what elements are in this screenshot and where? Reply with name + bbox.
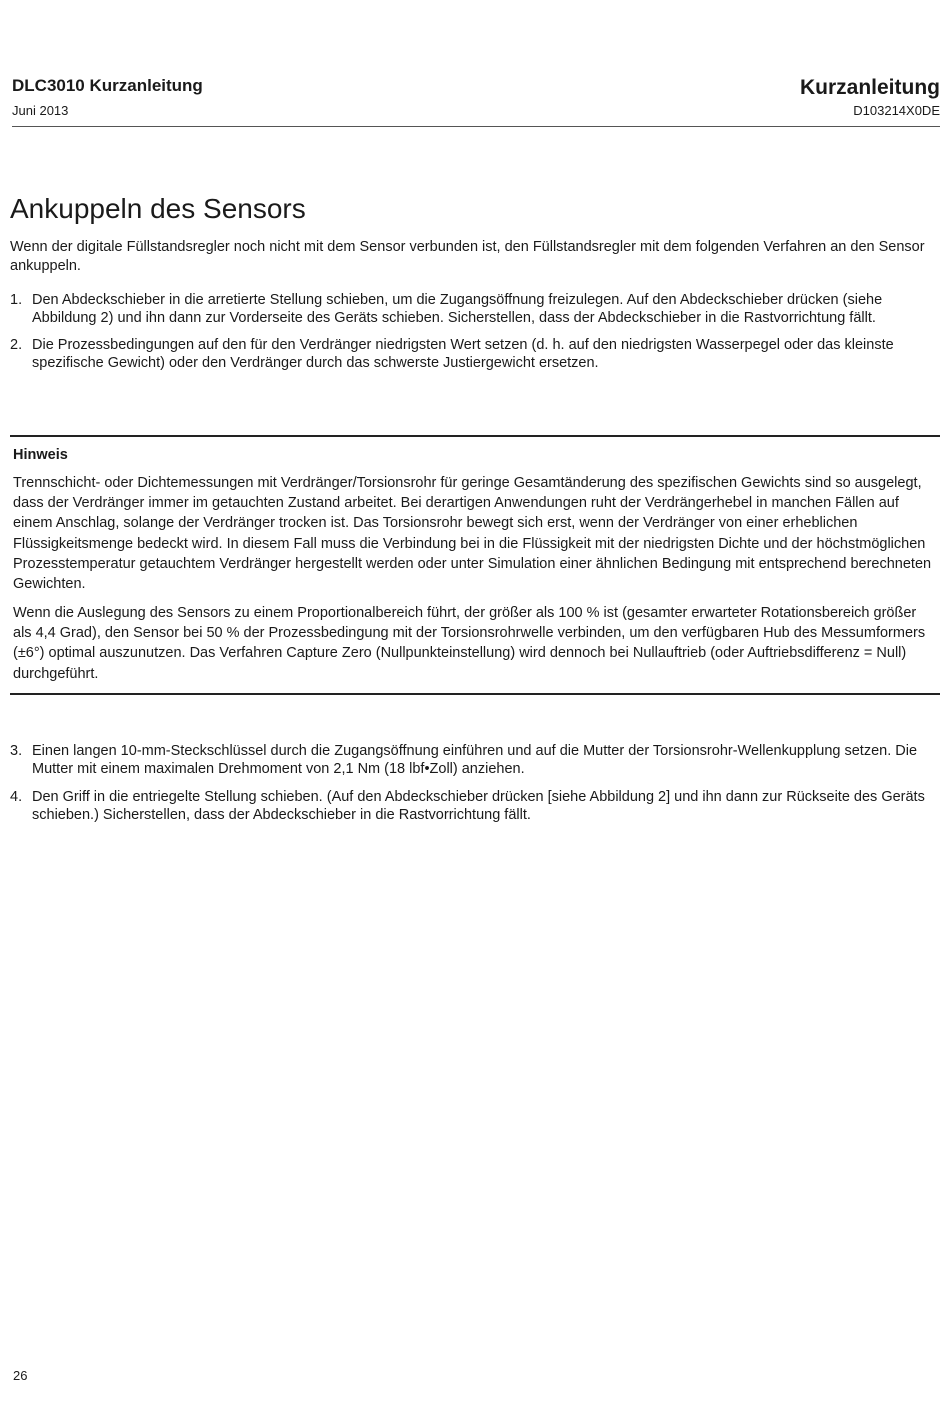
note-box: [10, 435, 940, 695]
step-text: Den Griff in die entriegelte Stellung schieben. (Auf den Abdeckschieber drücken [siehe Abbildung 2] und ihn dann zur Rückseite des Geräts schieben.) Sicherstellen, dass der Abdeckschieber in die Rastvorrichtung fällt.: [32, 789, 925, 823]
list-item: [10, 336, 940, 372]
note-title: Hinweis: [13, 447, 68, 463]
note-paragraph: Trennschicht- oder Dichtemessungen mit Verdränger/Torsionsrohr für geringe Gesamtänderung des spezifischen Gewichts sind so ausgelegt, dass der Verdränger immer im getauchten Zustand arbeitet. Bei derartigen Anwendungen ruht der Verdrängerhebel in manchen Fällen auf einem Anschlag, solange der Verdränger trocken ist. Das Torsionsrohr bewegt sich erst, wenn der Verdränger von einer erheblichen Flüssigkeitsmenge bedeckt wird. In diesem Fall muss die Verbindung bei in die Flüssigkeit mit der niedrigsten Dichte und der höchstmöglichen Prozesstemperatur getauchtem Verdränger hergestellt werden oder unter Simulation einer ähnlichen Bedingung mit entsprechend berechneten Gewichten.: [13, 475, 932, 593]
intro-paragraph: Wenn der digitale Füllstandsregler noch nicht mit dem Sensor verbunden ist, den Füllstandsregler mit dem folgenden Verfahren an den Sensor ankuppeln.: [10, 239, 925, 274]
list-item: [10, 291, 940, 327]
page-header: [12, 76, 940, 127]
steps-list-after-note: [10, 742, 940, 824]
steps-list-before-note: [10, 291, 940, 372]
document-date: Juni 2013: [12, 103, 69, 118]
document-title: DLC3010 Kurzanleitung: [12, 76, 203, 95]
document-number: D103214X0DE: [853, 103, 940, 118]
step-text: Einen langen 10-mm-Steckschlüssel durch die Zugangsöffnung einführen und auf die Mutter der Torsionsrohr-Wellenkupplung setzen. Die Mutter mit einem maximalen Drehmoment von 2,1 Nm (18 lbf•Zoll) anziehen.: [32, 743, 918, 777]
step-text: Die Prozessbedingungen auf den für den Verdränger niedrigsten Wert setzen (d. h. auf den niedrigsten Wasserpegel oder das kleinste spezifische Gewicht) oder den Verdränger durch das schwerste Justiergewicht ersetzen.: [32, 337, 894, 371]
list-item: [10, 742, 940, 778]
step-text: Den Abdeckschieber in die arretierte Stellung schieben, um die Zugangsöffnung freizulegen. Auf den Abdeckschieber drücken (siehe Abbildung 2) und ihn dann zur Vorderseite des Geräts schieben. Sicherstellen, dass der Abdeckschieber in die Rastvorrichtung fällt.: [32, 292, 883, 326]
step-number: 4.: [10, 789, 23, 805]
list-item: [10, 788, 940, 824]
section-heading: Ankuppeln des Sensors: [10, 193, 306, 224]
step-number: 3.: [10, 743, 23, 759]
note-paragraph: Wenn die Auslegung des Sensors zu einem Proportionalbereich führt, der größer als 100 % ist (gesamter erwarteter Rotationsbereich größer als 4,4 Grad), den Sensor bei 50 % der Prozessbedingung mit der Torsionsrohrwelle verbinden, um den verfügbaren Hub des Messumformers (±6°) optimal auszunutzen. Das Verfahren Capture Zero (Nullpunkteinstellung) wird dennoch bei Nullauftrieb (oder Auftriebsdifferenz = Null) durchgeführt.: [13, 605, 926, 682]
page-number: 26: [13, 1368, 28, 1383]
step-number: 1.: [10, 292, 23, 308]
section-label: Kurzanleitung: [800, 76, 940, 99]
step-number: 2.: [10, 337, 23, 353]
